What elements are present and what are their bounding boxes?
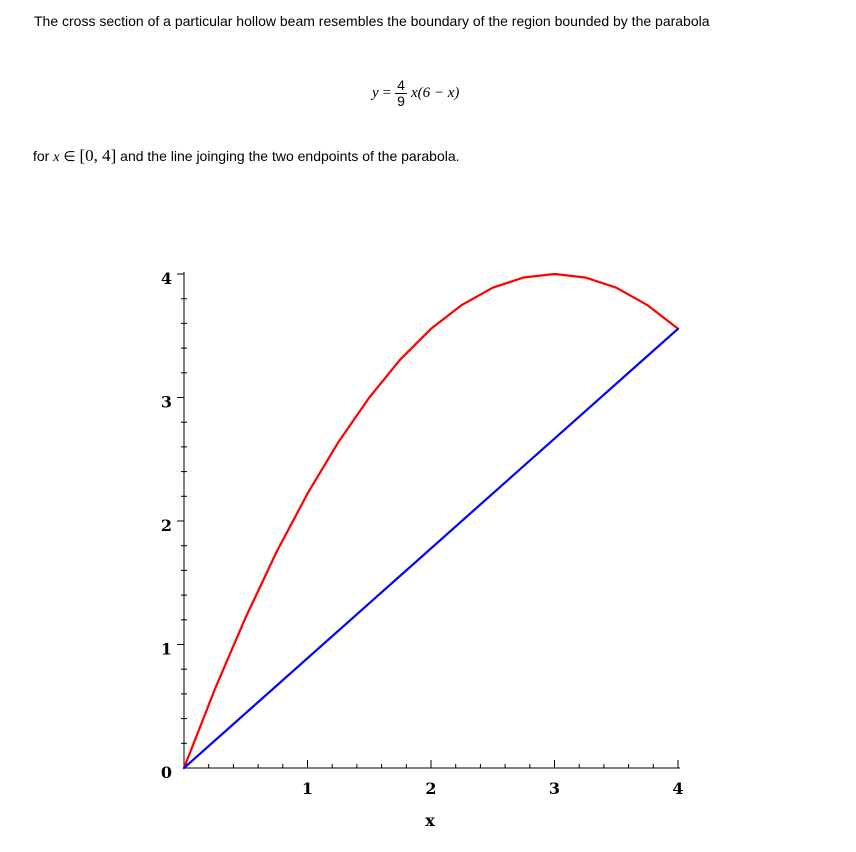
formula-y: y [372, 84, 379, 101]
x-tick-label: 2 [425, 779, 437, 798]
y-tick-label: 4 [160, 269, 172, 288]
formula-denominator: 9 [397, 92, 405, 109]
y-tick-label: 0 [160, 763, 172, 782]
x-tick-label: 3 [548, 779, 561, 798]
x-tick-label: 1 [301, 779, 314, 798]
y-tick-label: 2 [160, 516, 172, 535]
for-in: ∈ [63, 150, 76, 165]
formula-rhs: x(6 − x) [410, 84, 460, 101]
y-tick-label: 1 [160, 639, 172, 659]
for-suffix: and the line joinging the two endpoints of the parabola. [120, 148, 460, 164]
parabola-curve [184, 274, 678, 768]
y-tick-label: 3 [160, 392, 172, 412]
formula-numerator: 4 [397, 76, 405, 93]
for-interval: [0, 4] [79, 146, 117, 165]
for-var: x [53, 150, 60, 165]
formula-equals: = [382, 84, 392, 101]
chord-line [184, 329, 678, 768]
x-tick-label: 4 [672, 779, 684, 798]
intro-text: The cross section of a particular hollow beam resembles the boundary of the region bounded by the parabola [34, 13, 710, 29]
x-axis-label: x [425, 811, 435, 830]
for-prefix: for [33, 148, 50, 164]
